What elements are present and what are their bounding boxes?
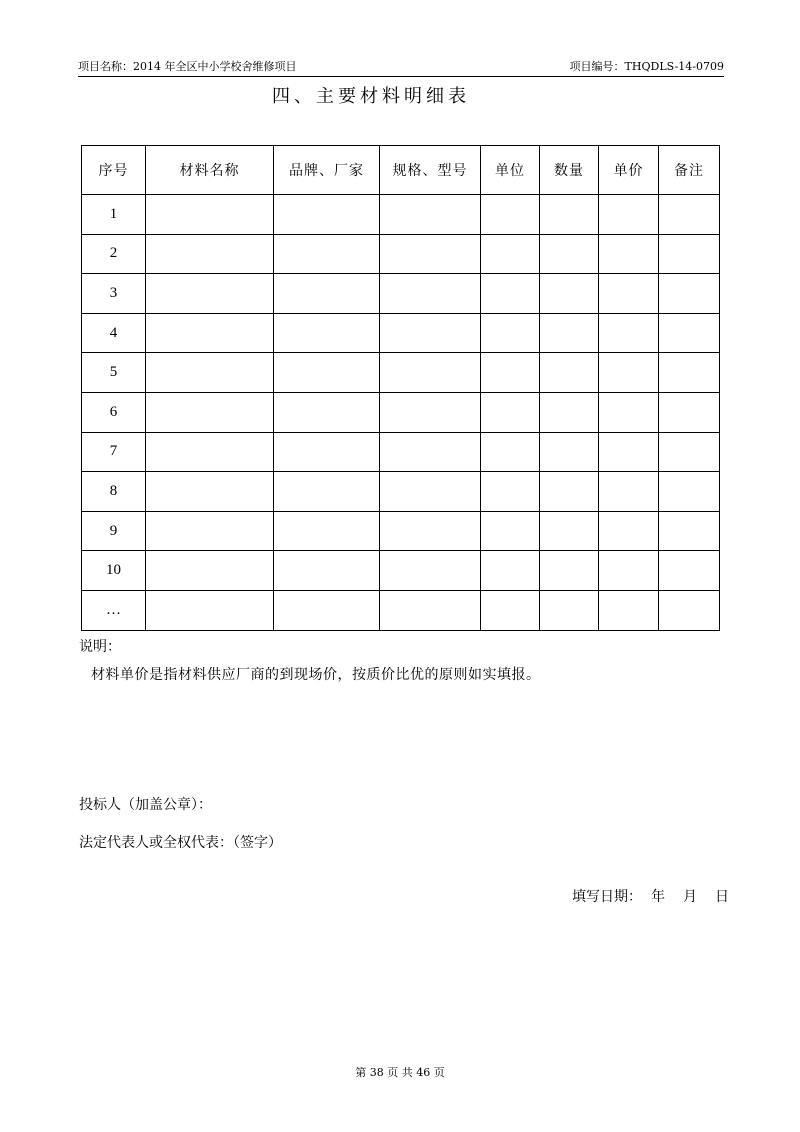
cell-material-name[interactable] [146,432,274,472]
cell-unit[interactable] [481,274,540,314]
legal-representative-line: 法定代表人或全权代表：（签字） [79,835,282,851]
cell-unit-price[interactable] [599,313,659,353]
cell-unit[interactable] [481,313,540,353]
cell-spec[interactable] [380,590,481,630]
cell-unit[interactable] [481,511,540,551]
cell-spec[interactable] [380,195,481,235]
cell-material-name[interactable] [146,472,274,512]
row-index: 10 [82,551,146,591]
page-title: 四、主要材料明细表 [272,86,470,107]
cell-remarks[interactable] [659,313,720,353]
table-row [82,590,720,630]
year-label: 年 [651,889,665,905]
cell-quantity[interactable] [540,551,599,591]
cell-quantity[interactable] [540,511,599,551]
fill-date-label: 填写日期： [572,889,642,905]
row-index: 6 [82,392,146,432]
cell-unit[interactable] [481,353,540,393]
cell-remarks[interactable] [659,234,720,274]
cell-quantity[interactable] [540,590,599,630]
page-number: 第 38 页 共 46 页 [355,1066,445,1079]
column-header-unit: 单位 [481,146,540,195]
cell-brand[interactable] [274,432,380,472]
page-header [78,56,724,77]
column-header-unit-price: 单价 [599,146,659,195]
cell-material-name[interactable] [146,353,274,393]
cell-unit-price[interactable] [599,590,659,630]
cell-quantity[interactable] [540,274,599,314]
cell-remarks[interactable] [659,511,720,551]
table-row [82,353,720,393]
cell-spec[interactable] [380,472,481,512]
cell-remarks[interactable] [659,195,720,235]
cell-quantity[interactable] [540,313,599,353]
cell-remarks[interactable] [659,432,720,472]
cell-unit-price[interactable] [599,551,659,591]
table-row [82,195,720,235]
cell-brand[interactable] [274,353,380,393]
row-index: 2 [82,234,146,274]
cell-remarks[interactable] [659,274,720,314]
cell-material-name[interactable] [146,274,274,314]
cell-quantity[interactable] [540,195,599,235]
project-code: 项目编号：THQDLS-14-0709 [569,60,724,73]
cell-brand[interactable] [274,234,380,274]
cell-material-name[interactable] [146,313,274,353]
cell-unit[interactable] [481,392,540,432]
row-index: 8 [82,472,146,512]
month-label: 月 [683,889,697,905]
row-index: 5 [82,353,146,393]
cell-remarks[interactable] [659,472,720,512]
cell-unit[interactable] [481,551,540,591]
cell-brand[interactable] [274,392,380,432]
cell-brand[interactable] [274,274,380,314]
cell-material-name[interactable] [146,234,274,274]
cell-unit[interactable] [481,590,540,630]
cell-spec[interactable] [380,274,481,314]
bidder-seal-line: 投标人（加盖公章）： [79,797,212,813]
cell-spec[interactable] [380,234,481,274]
cell-unit-price[interactable] [599,195,659,235]
cell-brand[interactable] [274,313,380,353]
fill-date-line [572,886,729,906]
cell-unit[interactable] [481,234,540,274]
cell-spec[interactable] [380,392,481,432]
column-header-spec-model: 规格、型号 [380,146,481,195]
cell-brand[interactable] [274,551,380,591]
cell-material-name[interactable] [146,551,274,591]
cell-unit[interactable] [481,472,540,512]
cell-material-name[interactable] [146,195,274,235]
cell-unit-price[interactable] [599,472,659,512]
cell-unit-price[interactable] [599,392,659,432]
column-header-brand-manufacturer: 品牌、厂家 [274,146,380,195]
cell-unit[interactable] [481,195,540,235]
column-header-quantity: 数量 [540,146,599,195]
cell-unit-price[interactable] [599,234,659,274]
cell-remarks[interactable] [659,392,720,432]
notes-label: 说明： [79,639,121,655]
row-index: 4 [82,313,146,353]
cell-remarks[interactable] [659,551,720,591]
cell-remarks[interactable] [659,353,720,393]
row-index: 1 [82,195,146,235]
cell-remarks[interactable] [659,590,720,630]
row-index: 9 [82,511,146,551]
table-row [82,432,720,472]
cell-unit-price[interactable] [599,432,659,472]
project-name: 项目名称：2014 年全区中小学校舍维修项目 [78,60,297,73]
cell-quantity[interactable] [540,392,599,432]
cell-spec[interactable] [380,511,481,551]
table-row [82,274,720,314]
cell-brand[interactable] [274,511,380,551]
cell-brand[interactable] [274,195,380,235]
cell-quantity[interactable] [540,353,599,393]
cell-material-name[interactable] [146,392,274,432]
cell-unit-price[interactable] [599,511,659,551]
cell-brand[interactable] [274,590,380,630]
column-header-remarks: 备注 [659,146,720,195]
row-index: 7 [82,432,146,472]
row-index: … [82,590,146,630]
cell-material-name[interactable] [146,590,274,630]
day-label: 日 [715,889,729,905]
column-header-index: 序号 [82,146,146,195]
row-index: 3 [82,274,146,314]
table-row [82,234,720,274]
cell-spec[interactable] [380,353,481,393]
cell-spec[interactable] [380,432,481,472]
cell-brand[interactable] [274,472,380,512]
column-header-material-name: 材料名称 [146,146,274,195]
cell-quantity[interactable] [540,234,599,274]
cell-unit[interactable] [481,432,540,472]
cell-quantity[interactable] [540,432,599,472]
table-row [82,392,720,432]
cell-unit-price[interactable] [599,274,659,314]
notes-text: 材料单价是指材料供应厂商的到现场价，按质价比优的原则如实填报。 [91,667,541,683]
table-row [82,511,720,551]
cell-material-name[interactable] [146,511,274,551]
table-row [82,313,720,353]
cell-quantity[interactable] [540,472,599,512]
materials-table [81,145,720,631]
cell-spec[interactable] [380,551,481,591]
table-row [82,551,720,591]
table-row [82,472,720,512]
table-header-row [82,146,720,195]
cell-unit-price[interactable] [599,353,659,393]
cell-spec[interactable] [380,313,481,353]
